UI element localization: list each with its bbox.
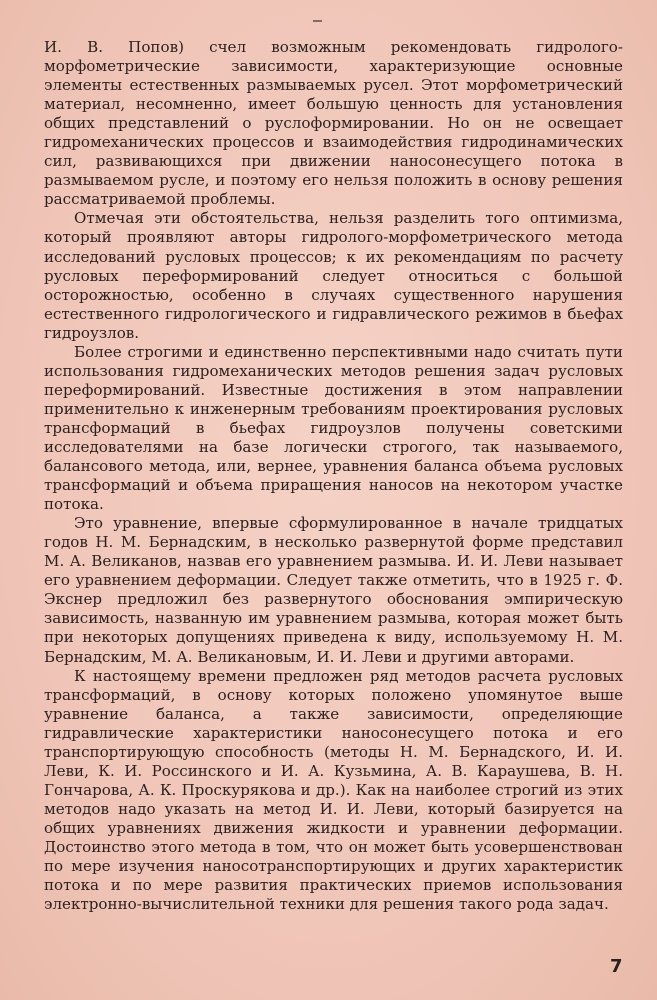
paragraph-4: Это уравнение, впервые сформулированное в начале тридцатых годов Н. М. Бернадским, в несколько развернутой форме представил М. А. Великанов, назвав его уравнением размыва. И. И. Леви называет его уравнением деформации. Следует также отметить, что в 1925 г. Ф. Экснер предложил без развернутого обоснования эмпирическую зависимость, названную им уравнением размыва, которая может быть при некоторых допущениях приведена к виду, используемому Н. М. Бернадским, М. А. Великановым, И. И. Леви и другими авторами. [44,514,623,666]
paragraph-1: И. В. Попов) счел возможным рекомендовать гидролого-морфометрические зависимости, характеризующие основные элементы естественных размываемых русел. Этот морфометрический материал, несомненно, имеет большую ценность для установления общих представлений о руслоформировании. Но он не освещает гидромеханических процессов и взаимодействия гидродинамических сил, развивающихся при движении наносонесущего потока в размываемом русле, и поэтому его нельзя положить в основу решения рассматриваемой проблемы. [44,38,623,209]
body-text [44,38,623,914]
paragraph-3: Более строгими и единственно перспективными надо считать пути использования гидромеханических методов решения задач русловых переформирований. Известные достижения в этом направлении применительно к инженерным требованиям проектирования русловых трансформаций в бьефах гидроузлов получены советскими исследователями на базе логически строгого, так называемого, балансового метода, или, вернее, уравнения баланса объема русловых трансформаций и объема приращения наносов на некотором участке потока. [44,342,623,514]
paragraph-5: К настоящему времени предложен ряд методов расчета русловых трансформаций, в основу которых положено упомянутое выше уравнение баланса, а также зависимости, определяющие гидравлические характеристики наносонесущего потока и его транспортирующую способность (методы Н. М. Бернадского, И. И. Леви, К. И. Россинского и И. А. Кузьмина, А. В. Караушева, В. Н. Гончарова, А. К. Проскурякова и др.). Как на наиболее строгий из этих методов надо указать на метод И. И. Леви, который базируется на общих уравнениях движения жидкости и уравнении деформации. Достоинство этого метода в том, что он может быть усовершенствован по мере изучения наносотранспортирующих и других характеристик потока и по мере развития практических приемов использования электронно-вычислительной техники для решения такого рода задач. [44,666,623,914]
paragraph-2: Отмечая эти обстоятельства, нельзя разделить того оптимизма, который проявляют авторы гидролого-морфометрического метода исследований русловых процессов; к их рекомендациям по расчету русловых переформирований следует относиться с большой осторожностью, особенно в случаях существенного нарушения естественного гидрологического и гидравлического режимов в бьефах гидроузлов. [44,209,623,342]
print-mark [313,20,322,22]
page-number: 7 [610,956,623,977]
